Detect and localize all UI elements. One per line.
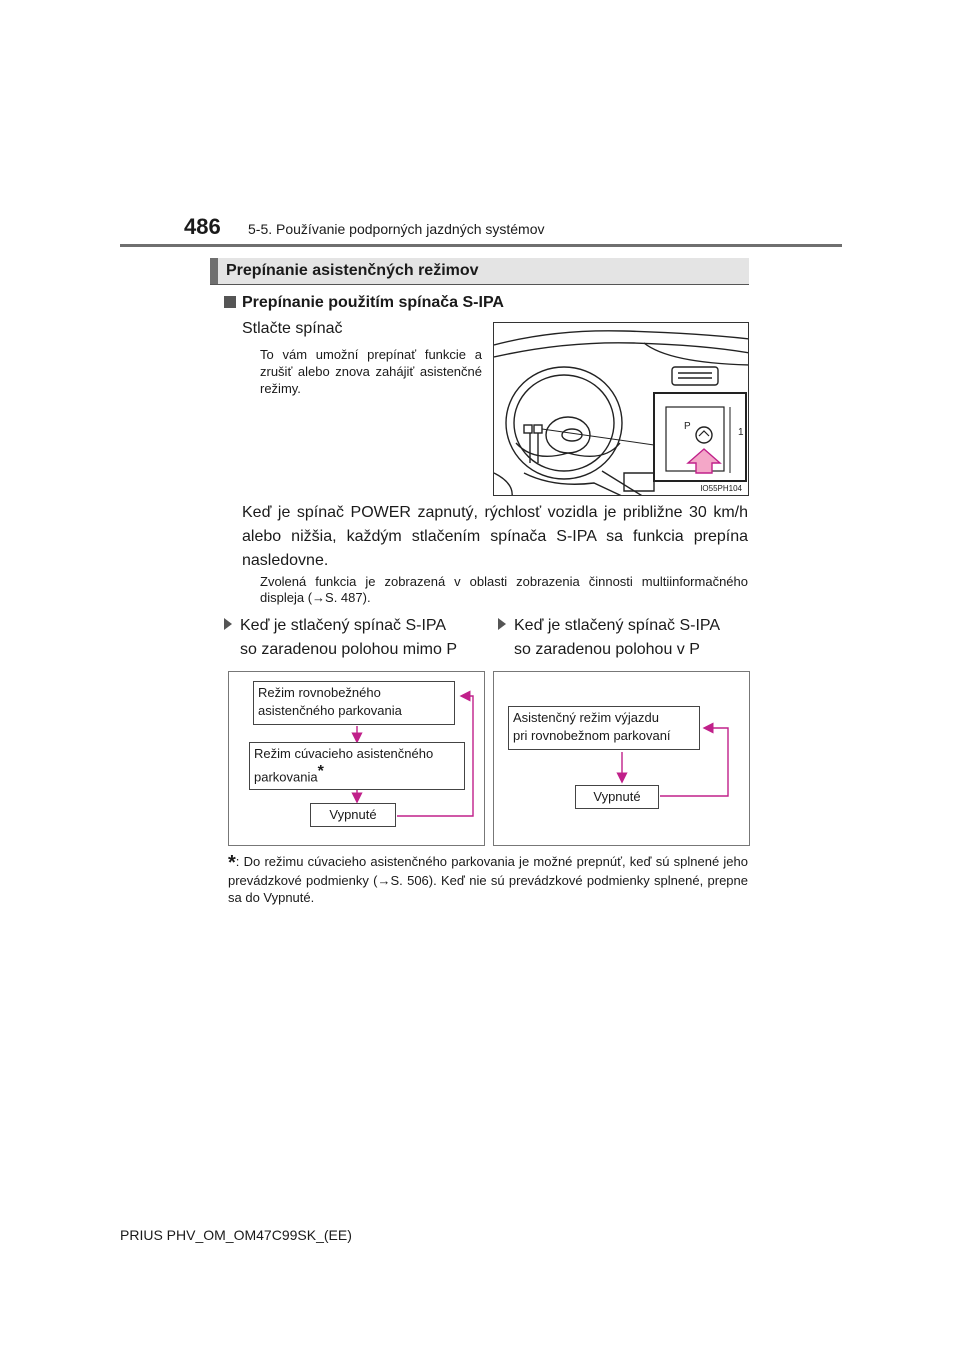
- footnote: [228, 853, 748, 906]
- mode-off-right: Vypnuté: [575, 785, 659, 809]
- header-rule: [120, 244, 842, 247]
- section-divider: [210, 284, 749, 285]
- column-left-line2: so zaradenou polohou mimo P: [240, 641, 458, 658]
- step-note: To vám umožní prepínať funkcie a zrušiť alebo znova zahájiť asistenčné režimy.: [260, 347, 482, 396]
- footnote-text: : Do režimu cúvacieho asistenčného parkovania je možné prepnúť, keď sú splnené jeho prevádzkové podmienky (→S. 506). Keď nie sú prevádzkové podmienky splnené, prepne sa do Vypnuté.: [228, 854, 748, 905]
- info-text: Zvolená funkcia je zobrazená v oblasti zobrazenia činnosti multiinformačného displeja (→S. 487).: [260, 574, 748, 605]
- square-bullet-icon: [224, 296, 236, 308]
- svg-text:1: 1: [738, 427, 744, 438]
- page-number: 486: [184, 214, 221, 239]
- column-head-left: [224, 614, 484, 662]
- section-title: Prepínanie asistenčných režimov: [210, 258, 749, 284]
- mode-cycle-diagram-right: [493, 671, 750, 846]
- mode-off-left: Vypnuté: [310, 803, 396, 827]
- triangle-bullet-icon: [224, 618, 232, 630]
- dashboard-drawing: [494, 323, 749, 496]
- mode-back-in-line1: Režim cúvacieho asistenčného: [254, 746, 434, 761]
- mode-exit-line1: Asistenčný režim výjazdu: [513, 710, 659, 725]
- mode-back-in-line2: parkovania: [254, 769, 318, 785]
- column-right-line2: so zaradenou polohou v P: [514, 641, 700, 658]
- mode-parallel-exit: [508, 706, 700, 750]
- column-head-right: [498, 614, 758, 662]
- step-title: Stlačte spínač: [242, 320, 343, 337]
- mode-parallel-line2: asistenčného parkovania: [258, 703, 402, 718]
- subheading-text: Prepínanie použitím spínača S-IPA: [242, 294, 504, 311]
- image-code: IO55PH104: [700, 484, 742, 493]
- mode-parallel-park: [253, 681, 455, 725]
- chapter-title: 5-5. Používanie podporných jazdných systémov: [248, 221, 545, 237]
- mode-parallel-line1: Režim rovnobežného: [258, 685, 381, 700]
- mode-back-in-park: [249, 742, 465, 790]
- triangle-bullet-icon: [498, 618, 506, 630]
- cycle-arrows-right: [494, 672, 751, 847]
- mode-exit-line2: pri rovnobežnom parkovaní: [513, 728, 671, 743]
- column-right-line1: Keď je stlačený spínač S-IPA: [514, 617, 721, 634]
- body-text: Keď je spínač POWER zapnutý, rýchlosť vozidla je približne 30 km/h alebo nižšia, každým stlačením spínača S-IPA sa funkcia prepína nasledovne.: [242, 504, 748, 569]
- column-left-line1: Keď je stlačený spínač S-IPA: [240, 617, 447, 634]
- footnote-mark: *: [317, 763, 324, 780]
- footnote-asterisk: *: [228, 852, 236, 874]
- mode-cycle-diagram-left: [228, 671, 485, 846]
- subheading: [224, 294, 504, 312]
- dashboard-illustration: [493, 322, 749, 496]
- svg-text:P: P: [684, 421, 691, 432]
- document-id: PRIUS PHV_OM_OM47C99SK_(EE): [120, 1227, 352, 1243]
